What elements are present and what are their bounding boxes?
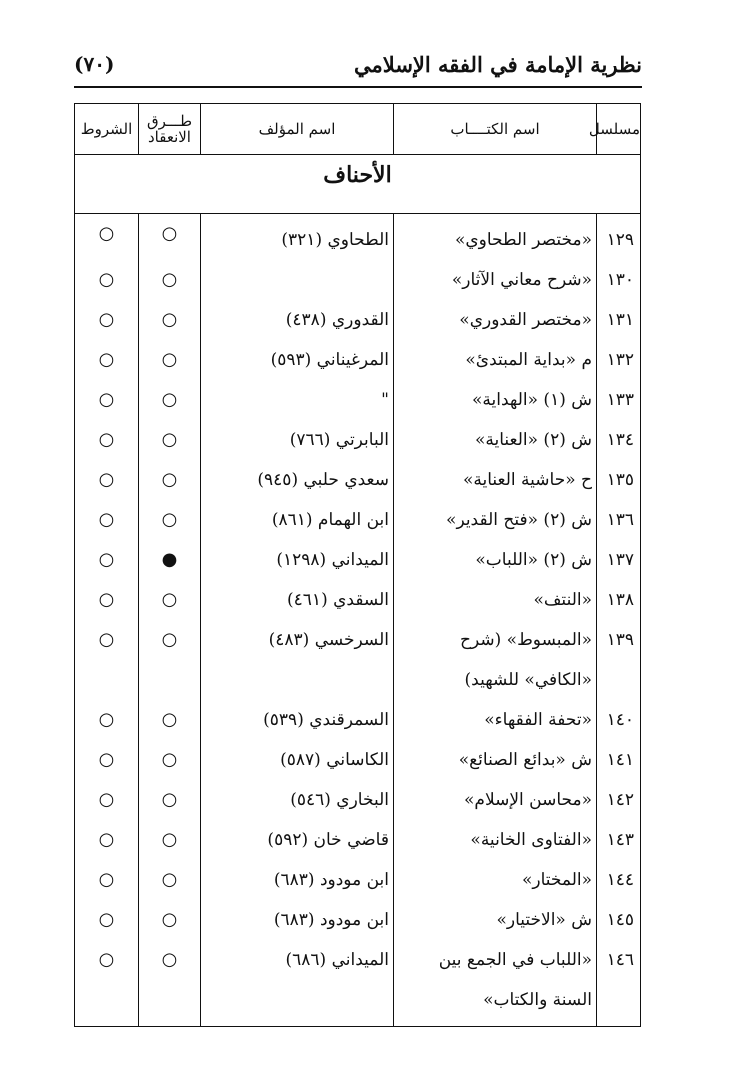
row-author: ابن مودود (٦٨٣) — [201, 900, 394, 940]
row-methods-mark: ○ — [139, 300, 201, 340]
row-methods-mark: ○ — [139, 380, 201, 420]
row-serial: ١٤٠ — [597, 700, 641, 740]
row-conditions-mark: ○ — [75, 340, 139, 380]
col-header-methods: طـــرق الانعقاد — [139, 104, 201, 155]
row-author: البخاري (٥٤٦) — [201, 780, 394, 820]
table-row — [75, 620, 641, 700]
row-author: " — [201, 380, 394, 420]
row-book-title: ش (٢) «اللباب» — [394, 540, 597, 580]
row-conditions-mark: ○ — [75, 740, 139, 780]
table-row — [75, 860, 641, 900]
table-row — [75, 340, 641, 380]
row-author: ابن الهمام (٨٦١) — [201, 500, 394, 540]
row-author: المرغيناني (٥٩٣) — [201, 340, 394, 380]
table-row — [75, 214, 641, 261]
row-conditions-mark: ○ — [75, 820, 139, 860]
row-conditions-mark: ○ — [75, 460, 139, 500]
row-methods-mark: ○ — [139, 500, 201, 540]
row-conditions-mark: ○ — [75, 420, 139, 460]
table-row — [75, 900, 641, 940]
row-book-title: م «بداية المبتدئ» — [394, 340, 597, 380]
col-header-author: اسم المؤلف — [201, 104, 394, 155]
row-book-title: «محاسن الإسلام» — [394, 780, 597, 820]
row-author: الميداني (١٢٩٨) — [201, 540, 394, 580]
row-author: ابن مودود (٦٨٣) — [201, 860, 394, 900]
row-methods-mark: ○ — [139, 740, 201, 780]
row-methods-mark: ○ — [139, 460, 201, 500]
row-methods-mark: ○ — [139, 900, 201, 940]
table-row — [75, 380, 641, 420]
row-conditions-mark: ○ — [75, 260, 139, 300]
row-serial: ١٤٣ — [597, 820, 641, 860]
row-methods-mark: ○ — [139, 420, 201, 460]
row-book-title: ش (٢) «فتح القدير» — [394, 500, 597, 540]
row-book-title: ش «بدائع الصنائع» — [394, 740, 597, 780]
row-methods-mark: ○ — [139, 260, 201, 300]
row-methods-mark: ○ — [139, 860, 201, 900]
row-serial: ١٣٠ — [597, 260, 641, 300]
table-row — [75, 580, 641, 620]
row-book-title: «تحفة الفقهاء» — [394, 700, 597, 740]
row-conditions-mark: ○ — [75, 700, 139, 740]
row-author: السرخسي (٤٨٣) — [201, 620, 394, 700]
row-methods-mark: ○ — [139, 940, 201, 1027]
row-book-title: ش (١) «الهداية» — [394, 380, 597, 420]
row-conditions-mark: ○ — [75, 580, 139, 620]
row-serial: ١٤٢ — [597, 780, 641, 820]
row-conditions-mark: ○ — [75, 620, 139, 700]
page-header — [74, 48, 642, 88]
header-divider — [74, 86, 642, 88]
col-header-serial: مسلسل — [597, 104, 641, 155]
row-serial: ١٣٤ — [597, 420, 641, 460]
row-serial: ١٣٥ — [597, 460, 641, 500]
table-row — [75, 940, 641, 1027]
row-serial: ١٤١ — [597, 740, 641, 780]
row-conditions-mark: ○ — [75, 500, 139, 540]
row-book-title: «شرح معاني الآثار» — [394, 260, 597, 300]
page-number: (٧٠) — [74, 52, 115, 76]
row-book-title: «المختار» — [394, 860, 597, 900]
row-book-title: «الفتاوى الخانية» — [394, 820, 597, 860]
row-conditions-mark: ○ — [75, 860, 139, 900]
table-row — [75, 420, 641, 460]
row-methods-mark: ○ — [139, 700, 201, 740]
table-row — [75, 540, 641, 580]
row-methods-mark: ● — [139, 540, 201, 580]
row-serial: ١٤٤ — [597, 860, 641, 900]
row-book-title: «المبسوط» (شرح «الكافي» للشهيد) — [394, 620, 597, 700]
row-author: سعدي حلبي (٩٤٥) — [201, 460, 394, 500]
table-row — [75, 260, 641, 300]
row-serial: ١٤٦ — [597, 940, 641, 1027]
row-author: السقدي (٤٦١) — [201, 580, 394, 620]
row-methods-mark: ○ — [139, 214, 201, 261]
table-row — [75, 820, 641, 860]
row-conditions-mark: ○ — [75, 780, 139, 820]
row-serial: ١٣٨ — [597, 580, 641, 620]
row-author: السمرقندي (٥٣٩) — [201, 700, 394, 740]
table-header-row — [75, 104, 641, 155]
row-author: الطحاوي (٣٢١) — [201, 214, 394, 261]
row-author: الكاساني (٥٨٧) — [201, 740, 394, 780]
table-row — [75, 460, 641, 500]
row-conditions-mark: ○ — [75, 540, 139, 580]
books-table — [74, 103, 641, 1027]
row-methods-mark: ○ — [139, 620, 201, 700]
row-author: الميداني (٦٨٦) — [201, 940, 394, 1027]
row-methods-mark: ○ — [139, 340, 201, 380]
row-serial: ١٣٧ — [597, 540, 641, 580]
row-methods-mark: ○ — [139, 820, 201, 860]
row-book-title: ح «حاشية العناية» — [394, 460, 597, 500]
row-conditions-mark: ○ — [75, 214, 139, 261]
col-header-book: اسم الكتــــاب — [394, 104, 597, 155]
table-row — [75, 300, 641, 340]
row-book-title: «مختصر الطحاوي» — [394, 214, 597, 261]
row-serial: ١٢٩ — [597, 214, 641, 261]
row-serial: ١٣٦ — [597, 500, 641, 540]
section-row — [75, 155, 641, 214]
row-serial: ١٣٢ — [597, 340, 641, 380]
row-author: قاضي خان (٥٩٢) — [201, 820, 394, 860]
row-author — [201, 260, 394, 300]
row-serial: ١٤٥ — [597, 900, 641, 940]
row-conditions-mark: ○ — [75, 940, 139, 1027]
row-methods-mark: ○ — [139, 780, 201, 820]
row-book-title: «اللباب في الجمع بين السنة والكتاب» — [394, 940, 597, 1027]
row-book-title: ش (٢) «العناية» — [394, 420, 597, 460]
row-conditions-mark: ○ — [75, 380, 139, 420]
row-author: البابرتي (٧٦٦) — [201, 420, 394, 460]
table-row — [75, 700, 641, 740]
col-header-conditions: الشروط — [75, 104, 139, 155]
section-title: الأحناف — [75, 155, 641, 214]
table-row — [75, 500, 641, 540]
row-conditions-mark: ○ — [75, 900, 139, 940]
row-book-title: «النتف» — [394, 580, 597, 620]
row-methods-mark: ○ — [139, 580, 201, 620]
row-serial: ١٣٩ — [597, 620, 641, 700]
book-title: نظرية الإمامة في الفقه الإسلامي — [354, 52, 642, 77]
row-serial: ١٣٣ — [597, 380, 641, 420]
table-row — [75, 740, 641, 780]
table-row — [75, 780, 641, 820]
row-conditions-mark: ○ — [75, 300, 139, 340]
row-book-title: «مختصر القدوري» — [394, 300, 597, 340]
row-author: القدوري (٤٣٨) — [201, 300, 394, 340]
row-book-title: ش «الاختيار» — [394, 900, 597, 940]
row-serial: ١٣١ — [597, 300, 641, 340]
